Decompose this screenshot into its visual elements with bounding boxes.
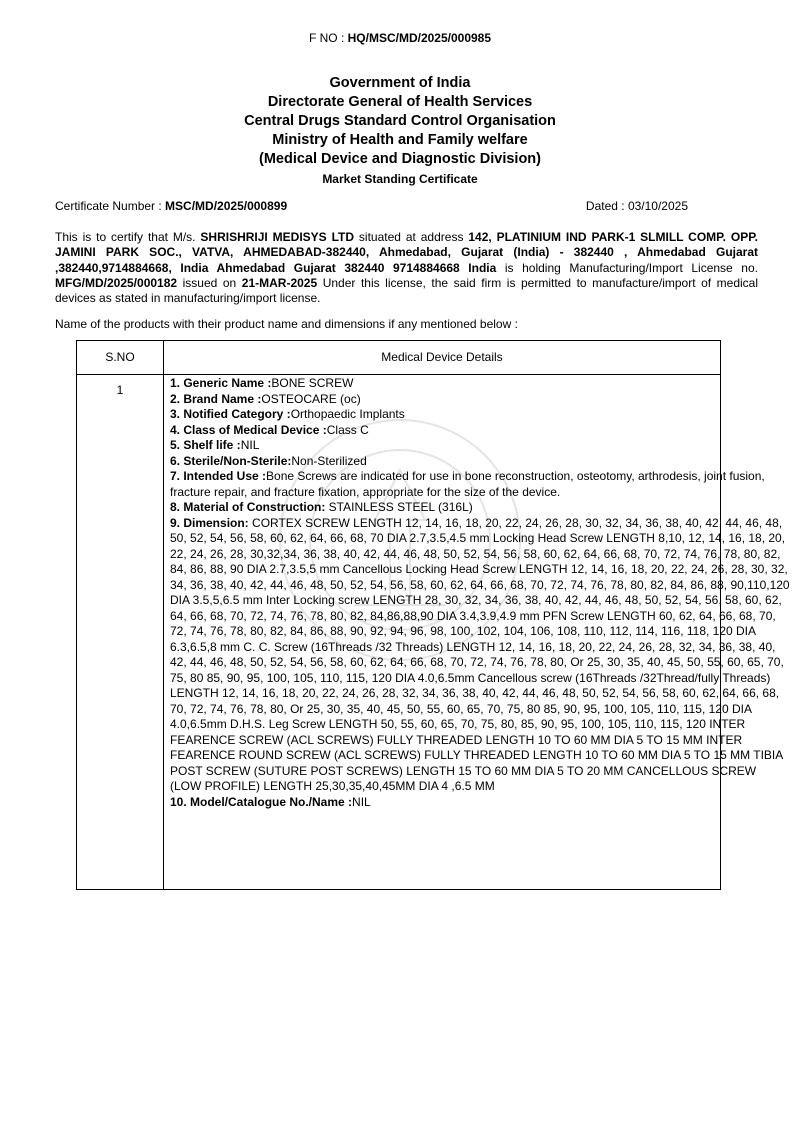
dated-label: Dated : <box>585 199 628 213</box>
field-value: Non-Sterilized <box>291 453 367 468</box>
field-value: OSTEOCARE (oc) <box>261 391 361 406</box>
field-intended-use <box>170 469 790 500</box>
heading-line-1: Government of India <box>329 75 471 91</box>
table-header-divider <box>77 374 720 375</box>
certificate-number-label: Certificate Number : <box>55 199 166 213</box>
license-number: MFG/MD/2025/000182 <box>55 275 178 290</box>
field-label: 8. Material of Construction: <box>170 500 326 514</box>
field-label: 7. Intended Use : <box>170 469 267 483</box>
para-text-1: This is to certify that M/s. <box>55 230 201 244</box>
certificate-date <box>586 199 688 213</box>
certification-paragraph <box>55 230 758 306</box>
issue-date: 21-MAR-2025 <box>241 275 318 290</box>
column-header-details: Medical Device Details <box>381 350 503 364</box>
field-dimension <box>170 516 790 795</box>
field-value: BONE SCREW <box>271 376 354 390</box>
field-value: CORTEX SCREW LENGTH 12, 14, 16, 18, 20, 22, 24, 26, 28, 30, 32, 34, 36, 38, 40, 42, 44, 46, 48, 50, 52, 54, 56, 58, 60, 62, 64, 66, 68, 70 DIA 2.7,3.5,4.5 mm Locking Head Screw LENGTH 8,10, 12, 14, 16, 18, 20, 22, 24, 26, 28, 30,32,34, 36, 38, 40, 42, 44, 46, 48, 50, 52, 54, 56, 58, 60, 62, 64, 66, 68, 70, 72, 74, 76, 78, 80, 82, 84, 86, 88, 90 DIA 2.7,3.5,5 mm Cancellous Locking Head Screw LENGTH 12, 14, 16, 18, 20, 22, 24, 26, 28, 30, 32, 34, 36, 38, 40, 42, 44, 46, 48, 50, 52, 54, 56, 58, 60, 62, 64, 66, 68, 70, 72, 74, 76, 78, 80, 82, 84, 86, 88, 90,110,120 DIA 3.5,5,6.5 mm Inter Locking screw LENGTH 28, 30, 32, 34, 36, 38, 40, 42, 44, 46, 48, 50, 52, 54, 56, 58, 60, 62, 64, 66, 68, 70, 72, 74, 76, 78, 80, 82, 84,86,88,90 DIA 3.4,3.9,4.9 mm PFN Screw LENGTH 60, 62, 64, 66, 68, 70, 72, 74, 76, 78, 80, 82, 84, 86, 88, 90, 92, 94, 96, 98, 100, 102, 104, 106, 108, 110, 112, 114, 116, 118, 120 DIA 6.3,6.5,8 mm C. C. Screw (16Threads /32 Threads) LENGTH 12, 14, 16, 18, 20, 22, 24, 26, 28, 32, 34, 36, 38, 40, 42, 44, 46, 48, 50, 52, 54, 56, 58, 60, 62, 64, 66, 68, 70, 72, 74, 76, 78, 80, Or 25, 30, 35, 40, 45, 50, 55, 60, 65, 70, 75, 80 85, 90, 95, 100, 105, 110, 115, 120 DIA 4.0,6.5mm Cancellous screw (16Threads /32Thread/fully Threads) LENGTH 12, 14, 16, 18, 20, 22, 24, 26, 28, 32, 34, 36, 38, 40, 42, 44, 46, 48, 50, 52, 54, 56, 58, 60, 62, 64, 66, 68, 70, 72, 74, 76, 78, 80, Or 25, 30, 35, 40, 45, 50, 55, 60, 65, 70, 75, 80 85, 90, 95, 100, 105, 110, 115, 120 DIA 4.0,6.5mm D.H.S. Leg Screw LENGTH 50, 55, 60, 65, 70, 75, 80, 85, 90, 95, 100, 105, 110, 115, 120 INTER FEARENCE SCREW (ACL SCREWS) FULLY THREADED LENGTH 10 TO 60 MM DIA 5 TO 15 MM INTER FEARENCE ROUND SCREW (ACL SCREWS) FULLY THREADED LENGTH 10 TO 60 MM DIA 5 TO 15 MM TIBIA POST SCREW (SUTURE POST SCREWS) LENGTH 15 TO 60 MM DIA 5 TO 20 MM CANCELLOUS SCREW (LOW PROFILE) LENGTH 25,30,35,40,45MM DIA 4 ,6.5 MM <box>170 515 790 793</box>
para-text-4: issued on <box>177 275 242 290</box>
para-text-2: situated at address <box>354 230 469 244</box>
field-sterility <box>170 454 790 470</box>
document-subtitle: Market Standing Certificate <box>322 172 478 186</box>
row-sno: 1 <box>116 383 124 397</box>
field-label: 1. Generic Name : <box>170 376 272 390</box>
company-name: SHRISHRIJI MEDISYS LTD <box>200 230 355 244</box>
table-column-divider <box>163 341 164 889</box>
field-label: 9. Dimension: <box>170 515 249 530</box>
para-text-3: is holding Manufacturing/Import License no. <box>496 260 758 275</box>
document-heading <box>0 74 800 188</box>
para-text-5: Under this license, the said firm is permitted to manufacture/import of medical devices as stated in manufacturing/import license. <box>55 275 759 306</box>
field-value: NIL <box>240 438 260 452</box>
field-value: Class C <box>326 422 369 437</box>
field-label: 3. Notified Category : <box>170 407 291 421</box>
heading-line-4: Ministry of Health and Family welfare <box>272 132 528 148</box>
heading-line-2: Directorate General of Health Services <box>267 94 533 110</box>
field-shelf-life <box>170 438 790 454</box>
column-header-sno: S.NO <box>105 350 135 364</box>
file-number-value: HQ/MSC/MD/2025/000985 <box>347 31 492 45</box>
heading-line-5: (Medical Device and Diagnostic Division) <box>258 151 541 167</box>
field-notified-category <box>170 407 790 423</box>
heading-line-3: Central Drugs Standard Control Organisation <box>244 113 556 129</box>
field-value: Orthopaedic Implants <box>290 407 405 421</box>
field-model-catalogue <box>170 795 790 811</box>
field-value: NIL <box>352 794 371 809</box>
field-value: Bone Screws are indicated for use in bone reconstruction, osteotomy, arthrodesis, joint fusion, fracture repair, and fracture fixation, appropriate for the size of the device. <box>170 469 765 499</box>
field-material <box>170 500 790 516</box>
field-brand-name <box>170 392 790 408</box>
dated-value: 03/10/2025 <box>627 199 688 213</box>
field-label: 5. Shelf life : <box>170 438 241 452</box>
products-intro: Name of the products with their product name and dimensions if any mentioned below : <box>55 317 518 331</box>
device-details-table <box>76 340 790 890</box>
field-generic-name <box>170 376 790 392</box>
row-details <box>170 376 790 810</box>
field-device-class <box>170 423 790 439</box>
certificate-number-value: MSC/MD/2025/000899 <box>165 199 288 213</box>
certificate-info <box>55 199 688 213</box>
file-number <box>0 31 800 45</box>
company-address: 142, PLATINIUM IND PARK-1 SLMILL COMP. OPP. JAMINI PARK SOC., VATVA, AHMEDABAD-382440, Ahmedabad, Gujarat (India) - 382440 , Ahmedabad Gujarat ,382440,9714884668, India Ahmedabad Gujarat 382440 9714884668 India <box>55 230 758 275</box>
field-value: STAINLESS STEEL (316L) <box>325 500 473 514</box>
field-label: 4. Class of Medical Device : <box>170 422 327 437</box>
field-label: 6. Sterile/Non-Sterile: <box>170 453 292 468</box>
field-label: 2. Brand Name : <box>170 391 262 406</box>
field-label: 10. Model/Catalogue No./Name : <box>170 794 353 809</box>
file-number-label: F NO : <box>308 31 348 45</box>
